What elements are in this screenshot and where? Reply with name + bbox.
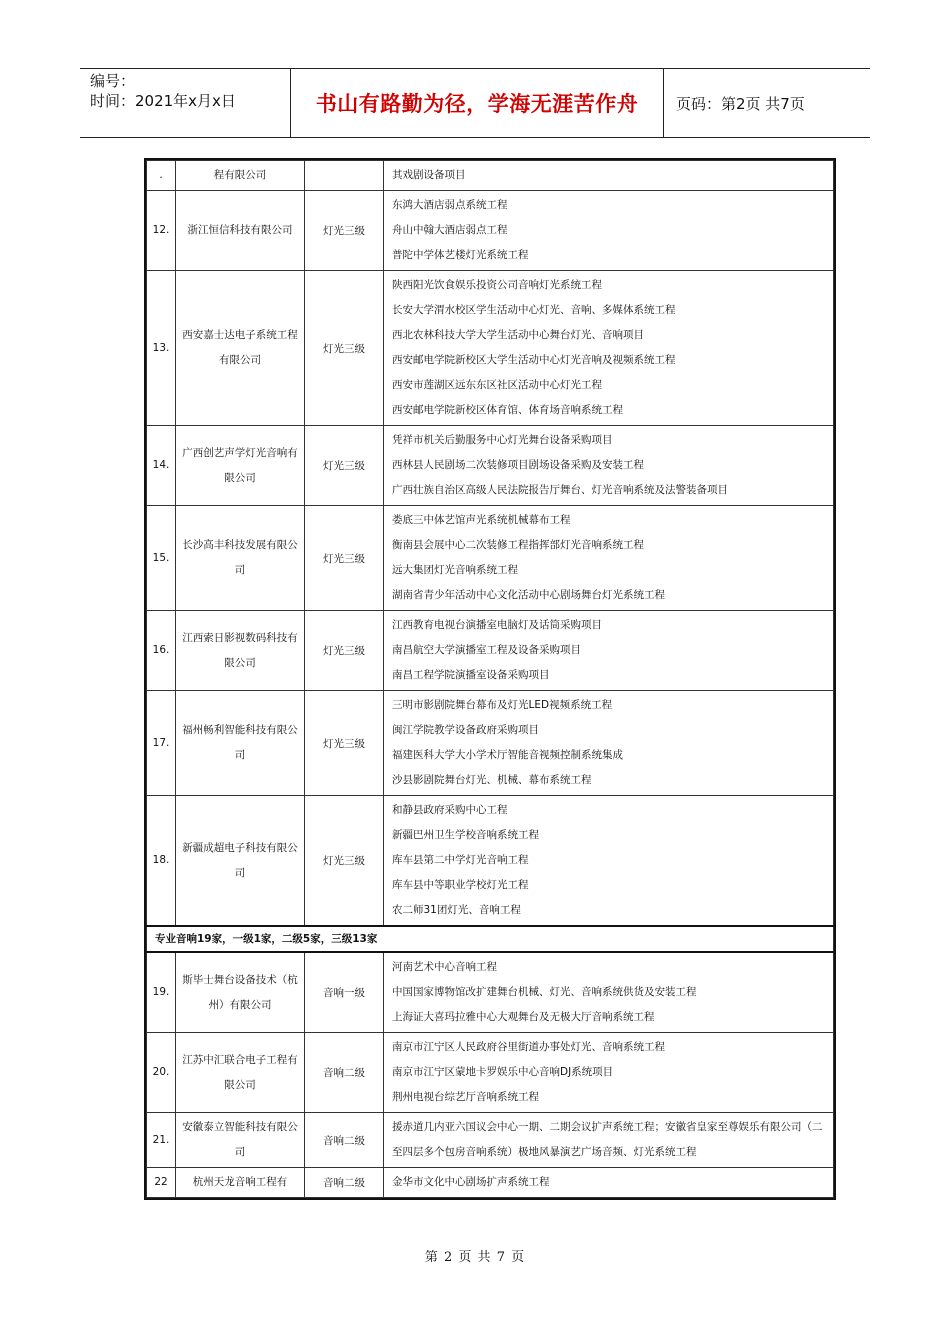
company-name: 福州畅利智能科技有限公司 [176, 691, 305, 796]
project-item: 西林县人民剧场二次装修项目剧场设备采购及安装工程 [392, 459, 644, 471]
project-item: 荆州电视台综艺厅音响系统工程 [392, 1091, 539, 1103]
project-list [384, 952, 834, 1033]
company-name: 西安嘉士达电子系统工程有限公司 [176, 271, 305, 426]
qualification-level: 灯光三级 [305, 796, 384, 927]
table-row [147, 426, 834, 506]
table-row [147, 611, 834, 691]
project-item: 南京市江宁区蒙地卡罗娱乐中心音响DJ系统项目 [392, 1066, 614, 1078]
qualification-level: 灯光三级 [305, 691, 384, 796]
company-name: 广西创艺声学灯光音响有限公司 [176, 426, 305, 506]
project-item: 东鸿大酒店弱点系统工程 [392, 199, 508, 211]
qualification-level: 音响二级 [305, 1168, 384, 1198]
company-name: 斯毕士舞台设备技术（杭州）有限公司 [176, 952, 305, 1033]
row-number: 13. [147, 271, 176, 426]
table-row [147, 796, 834, 927]
header-meta [80, 69, 291, 137]
table-row [147, 161, 834, 191]
time-label: 时间：2021年x月x日 [90, 92, 236, 110]
project-item: 其戏剧设备项目 [392, 169, 466, 181]
company-name: 杭州天龙音响工程有 [176, 1168, 305, 1198]
row-number: 16. [147, 611, 176, 691]
project-item: 农二师31团灯光、音响工程 [392, 904, 521, 916]
project-item: 舟山中翰大酒店弱点工程 [392, 224, 508, 236]
row-number: 17. [147, 691, 176, 796]
project-item: 南昌航空大学演播室工程及设备采购项目 [392, 644, 581, 656]
table-row [147, 271, 834, 426]
header-page-label: 页码：第2页 共7页 [676, 94, 805, 113]
qualification-level: 灯光三级 [305, 611, 384, 691]
qualification-level [305, 161, 384, 191]
section-row [147, 926, 834, 952]
project-item: 陕西阳光饮食娱乐投资公司音响灯光系统工程 [392, 279, 602, 291]
project-list [384, 271, 834, 426]
project-list [384, 796, 834, 927]
project-item: 西安邮电学院新校区体育馆、体育场音响系统工程 [392, 404, 623, 416]
project-list [384, 426, 834, 506]
company-name: 浙江恒信科技有限公司 [176, 191, 305, 271]
project-list [384, 191, 834, 271]
project-list [384, 161, 834, 191]
project-item: 三明市影剧院舞台幕布及灯光LED视频系统工程 [392, 699, 613, 711]
project-item: 金华市文化中心剧场扩声系统工程 [392, 1176, 550, 1188]
project-item: 库车县中等职业学校灯光工程 [392, 879, 529, 891]
project-list [384, 506, 834, 611]
project-item: 援赤道几内亚六国议会中心一期、二期会议扩声系统工程；安徽省皇家至尊娱乐有限公司（二至四层多个包房音响系统）极地风暴演艺广场音频、灯光系统工程 [392, 1121, 823, 1158]
project-item: 西安市莲湖区远东东区社区活动中心灯光工程 [392, 379, 602, 391]
project-item: 衡南县会展中心二次装修工程指挥部灯光音响系统工程 [392, 539, 644, 551]
row-number: 20. [147, 1033, 176, 1113]
qualification-level: 音响二级 [305, 1113, 384, 1168]
number-label: 编号： [90, 72, 136, 90]
row-number: 12. [147, 191, 176, 271]
table-row [147, 1113, 834, 1168]
project-item: 南昌工程学院演播室设备采购项目 [392, 669, 550, 681]
project-item: 南京市江宁区人民政府谷里街道办事处灯光、音响系统工程 [392, 1041, 665, 1053]
qualification-level: 灯光三级 [305, 191, 384, 271]
table-row [147, 691, 834, 796]
qualification-level: 音响一级 [305, 952, 384, 1033]
project-item: 长安大学渭水校区学生活动中心灯光、音响、多媒体系统工程 [392, 304, 676, 316]
project-item: 娄底三中体艺馆声光系统机械幕布工程 [392, 514, 571, 526]
company-name: 江苏中汇联合电子工程有限公司 [176, 1033, 305, 1113]
project-item: 福建医科大学大小学术厅智能音视频控制系统集成 [392, 749, 623, 761]
table-row [147, 1033, 834, 1113]
project-item: 和静县政府采购中心工程 [392, 804, 508, 816]
project-item: 西北农林科技大学大学生活动中心舞台灯光、音响项目 [392, 329, 644, 341]
table-row [147, 506, 834, 611]
row-number: 19. [147, 952, 176, 1033]
row-number: 21. [147, 1113, 176, 1168]
project-item: 西安邮电学院新校区大学生活动中心灯光音响及视频系统工程 [392, 354, 676, 366]
page-header [80, 68, 870, 138]
company-name: 程有限公司 [176, 161, 305, 191]
company-table [144, 158, 836, 1200]
table-row [147, 191, 834, 271]
table-row [147, 952, 834, 1033]
project-item: 沙县影剧院舞台灯光、机械、幕布系统工程 [392, 774, 592, 786]
project-list [384, 1168, 834, 1198]
row-number: 15. [147, 506, 176, 611]
project-item: 湖南省青少年活动中心文化活动中心剧场舞台灯光系统工程 [392, 589, 665, 601]
header-slogan: 书山有路勤为径，学海无涯苦作舟 [291, 69, 664, 137]
project-item: 凭祥市机关后勤服务中心灯光舞台设备采购项目 [392, 434, 613, 446]
company-name: 江西索日影视数码科技有限公司 [176, 611, 305, 691]
company-name: 安徽泰立智能科技有限公司 [176, 1113, 305, 1168]
project-item: 上海证大喜玛拉雅中心大观舞台及无极大厅音响系统工程 [392, 1011, 655, 1023]
project-item: 中国国家博物馆改扩建舞台机械、灯光、音响系统供货及安装工程 [392, 986, 697, 998]
project-item: 闽江学院教学设备政府采购项目 [392, 724, 539, 736]
qualification-level: 灯光三级 [305, 506, 384, 611]
row-number: 14. [147, 426, 176, 506]
page-footer: 第 2 页 共 7 页 [424, 1250, 526, 1265]
row-number: 18. [147, 796, 176, 927]
section-title: 专业音响19家，一级1家，二级5家，三级13家 [147, 926, 834, 952]
row-number: 22 [147, 1168, 176, 1198]
qualification-level: 音响二级 [305, 1033, 384, 1113]
project-list [384, 611, 834, 691]
project-list [384, 1033, 834, 1113]
project-list [384, 691, 834, 796]
project-item: 远大集团灯光音响系统工程 [392, 564, 518, 576]
company-name: 长沙高丰科技发展有限公司 [176, 506, 305, 611]
row-number: . [147, 161, 176, 191]
project-item: 河南艺术中心音响工程 [392, 961, 497, 973]
qualification-level: 灯光三级 [305, 426, 384, 506]
table-row [147, 1168, 834, 1198]
project-item: 江西教育电视台演播室电脑灯及话筒采购项目 [392, 619, 602, 631]
project-item: 库车县第二中学灯光音响工程 [392, 854, 529, 866]
project-item: 新疆巴州卫生学校音响系统工程 [392, 829, 539, 841]
project-item: 广西壮族自治区高级人民法院报告厅舞台、灯光音响系统及法警装备项目 [392, 484, 728, 496]
project-list [384, 1113, 834, 1168]
qualification-level: 灯光三级 [305, 271, 384, 426]
project-item: 普陀中学体艺楼灯光系统工程 [392, 249, 529, 261]
company-name: 新疆成超电子科技有限公司 [176, 796, 305, 927]
